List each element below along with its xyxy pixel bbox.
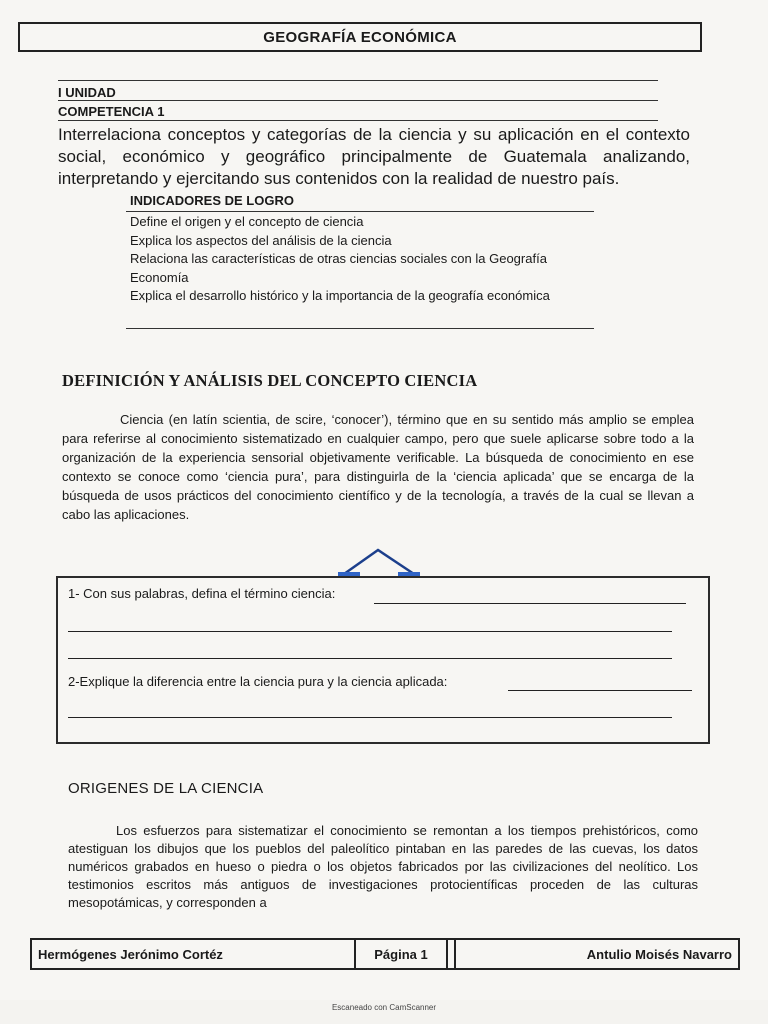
question-2-label: 2-Explique la diferencia entre la ciencia pura y la ciencia aplicada: <box>68 674 448 689</box>
list-item: Relaciona las características de otras ciencias sociales con la Geografía Economía <box>130 251 547 285</box>
page-footer <box>30 938 740 970</box>
footer-author-left: Hermógenes Jerónimo Cortéz <box>32 940 356 968</box>
unit-label: I UNIDAD <box>58 85 116 100</box>
divider <box>126 211 594 212</box>
section-heading-origenes: ORIGENES DE LA CIENCIA <box>68 780 264 797</box>
callout-pointer-icon <box>336 546 422 580</box>
divider <box>58 120 658 121</box>
paragraph-text: Los esfuerzos para sistematizar el conocimiento se remontan a los tiempos prehistóricos, como atestiguan los dibujos que los pueblos del paleolítico pintaban en las paredes de las cuevas, los datos numéricos grabados en hueso o piedra o los objetos fabricados por las civilizaciones del neolítico. Los testimonios escritos más antiguos de investigaciones protocientíficas proceden de las culturas mesopotámicas, y corresponden a <box>68 823 698 910</box>
answer-line-q2[interactable] <box>68 717 672 718</box>
origenes-paragraph <box>68 822 698 912</box>
definicion-paragraph <box>62 410 694 524</box>
section-heading-definicion: DEFINICIÓN Y ANÁLISIS DEL CONCEPTO CIENCIA <box>62 371 478 390</box>
indicadores-list <box>130 213 590 306</box>
footer-page-number: Página 1 <box>356 940 448 968</box>
list-item: Explica los aspectos del análisis de la ciencia <box>130 232 392 248</box>
question-1-label: 1- Con sus palabras, defina el término ciencia: <box>68 586 336 601</box>
divider <box>126 328 594 329</box>
divider <box>58 100 658 101</box>
document-title-box <box>18 22 702 52</box>
answer-line-q2[interactable] <box>508 690 692 691</box>
scanner-watermark: Escaneado con CamScanner <box>331 1003 437 1012</box>
list-item: Define el origen y el concepto de ciencia <box>130 214 364 229</box>
competencia-label: COMPETENCIA 1 <box>58 104 165 119</box>
answer-line-q1[interactable] <box>374 603 686 604</box>
indicadores-title: INDICADORES DE LOGRO <box>130 193 294 208</box>
list-item: Explica el desarrollo histórico y la importancia de la geografía económica <box>130 288 550 304</box>
exercise-box <box>56 576 710 744</box>
divider <box>58 80 658 81</box>
document-title: GEOGRAFÍA ECONÓMICA <box>263 28 457 46</box>
answer-line-q1[interactable] <box>68 631 672 632</box>
answer-line-q1[interactable] <box>68 658 672 659</box>
competencia-text: Interrelaciona conceptos y categorías de la ciencia y su aplicación en el contexto social, económico y geográfico principalmente de Guatemala analizando, interpretando y ejercitando sus contenidos con la realidad de nuestro país. <box>58 125 690 188</box>
footer-author-right: Antulio Moisés Navarro <box>454 940 738 968</box>
paragraph-text: Ciencia (en latín scientia, de scire, ‘conocer’), término que en su sentido más amplio se emplea para referirse al conocimiento sistematizado en cualquier campo, pero que suele aplicarse sobre todo a la organización de la experiencia sensorial objetivamente verificable. La búsqueda de conocimiento en ese contexto se conoce como ‘ciencia pura’, para distinguirla de la ‘ciencia aplicada’ que se encarga de la búsqueda de usos prácticos del conocimiento científico y de la tecnología, a través de la cual se llevan a cabo las aplicaciones. <box>62 412 694 522</box>
